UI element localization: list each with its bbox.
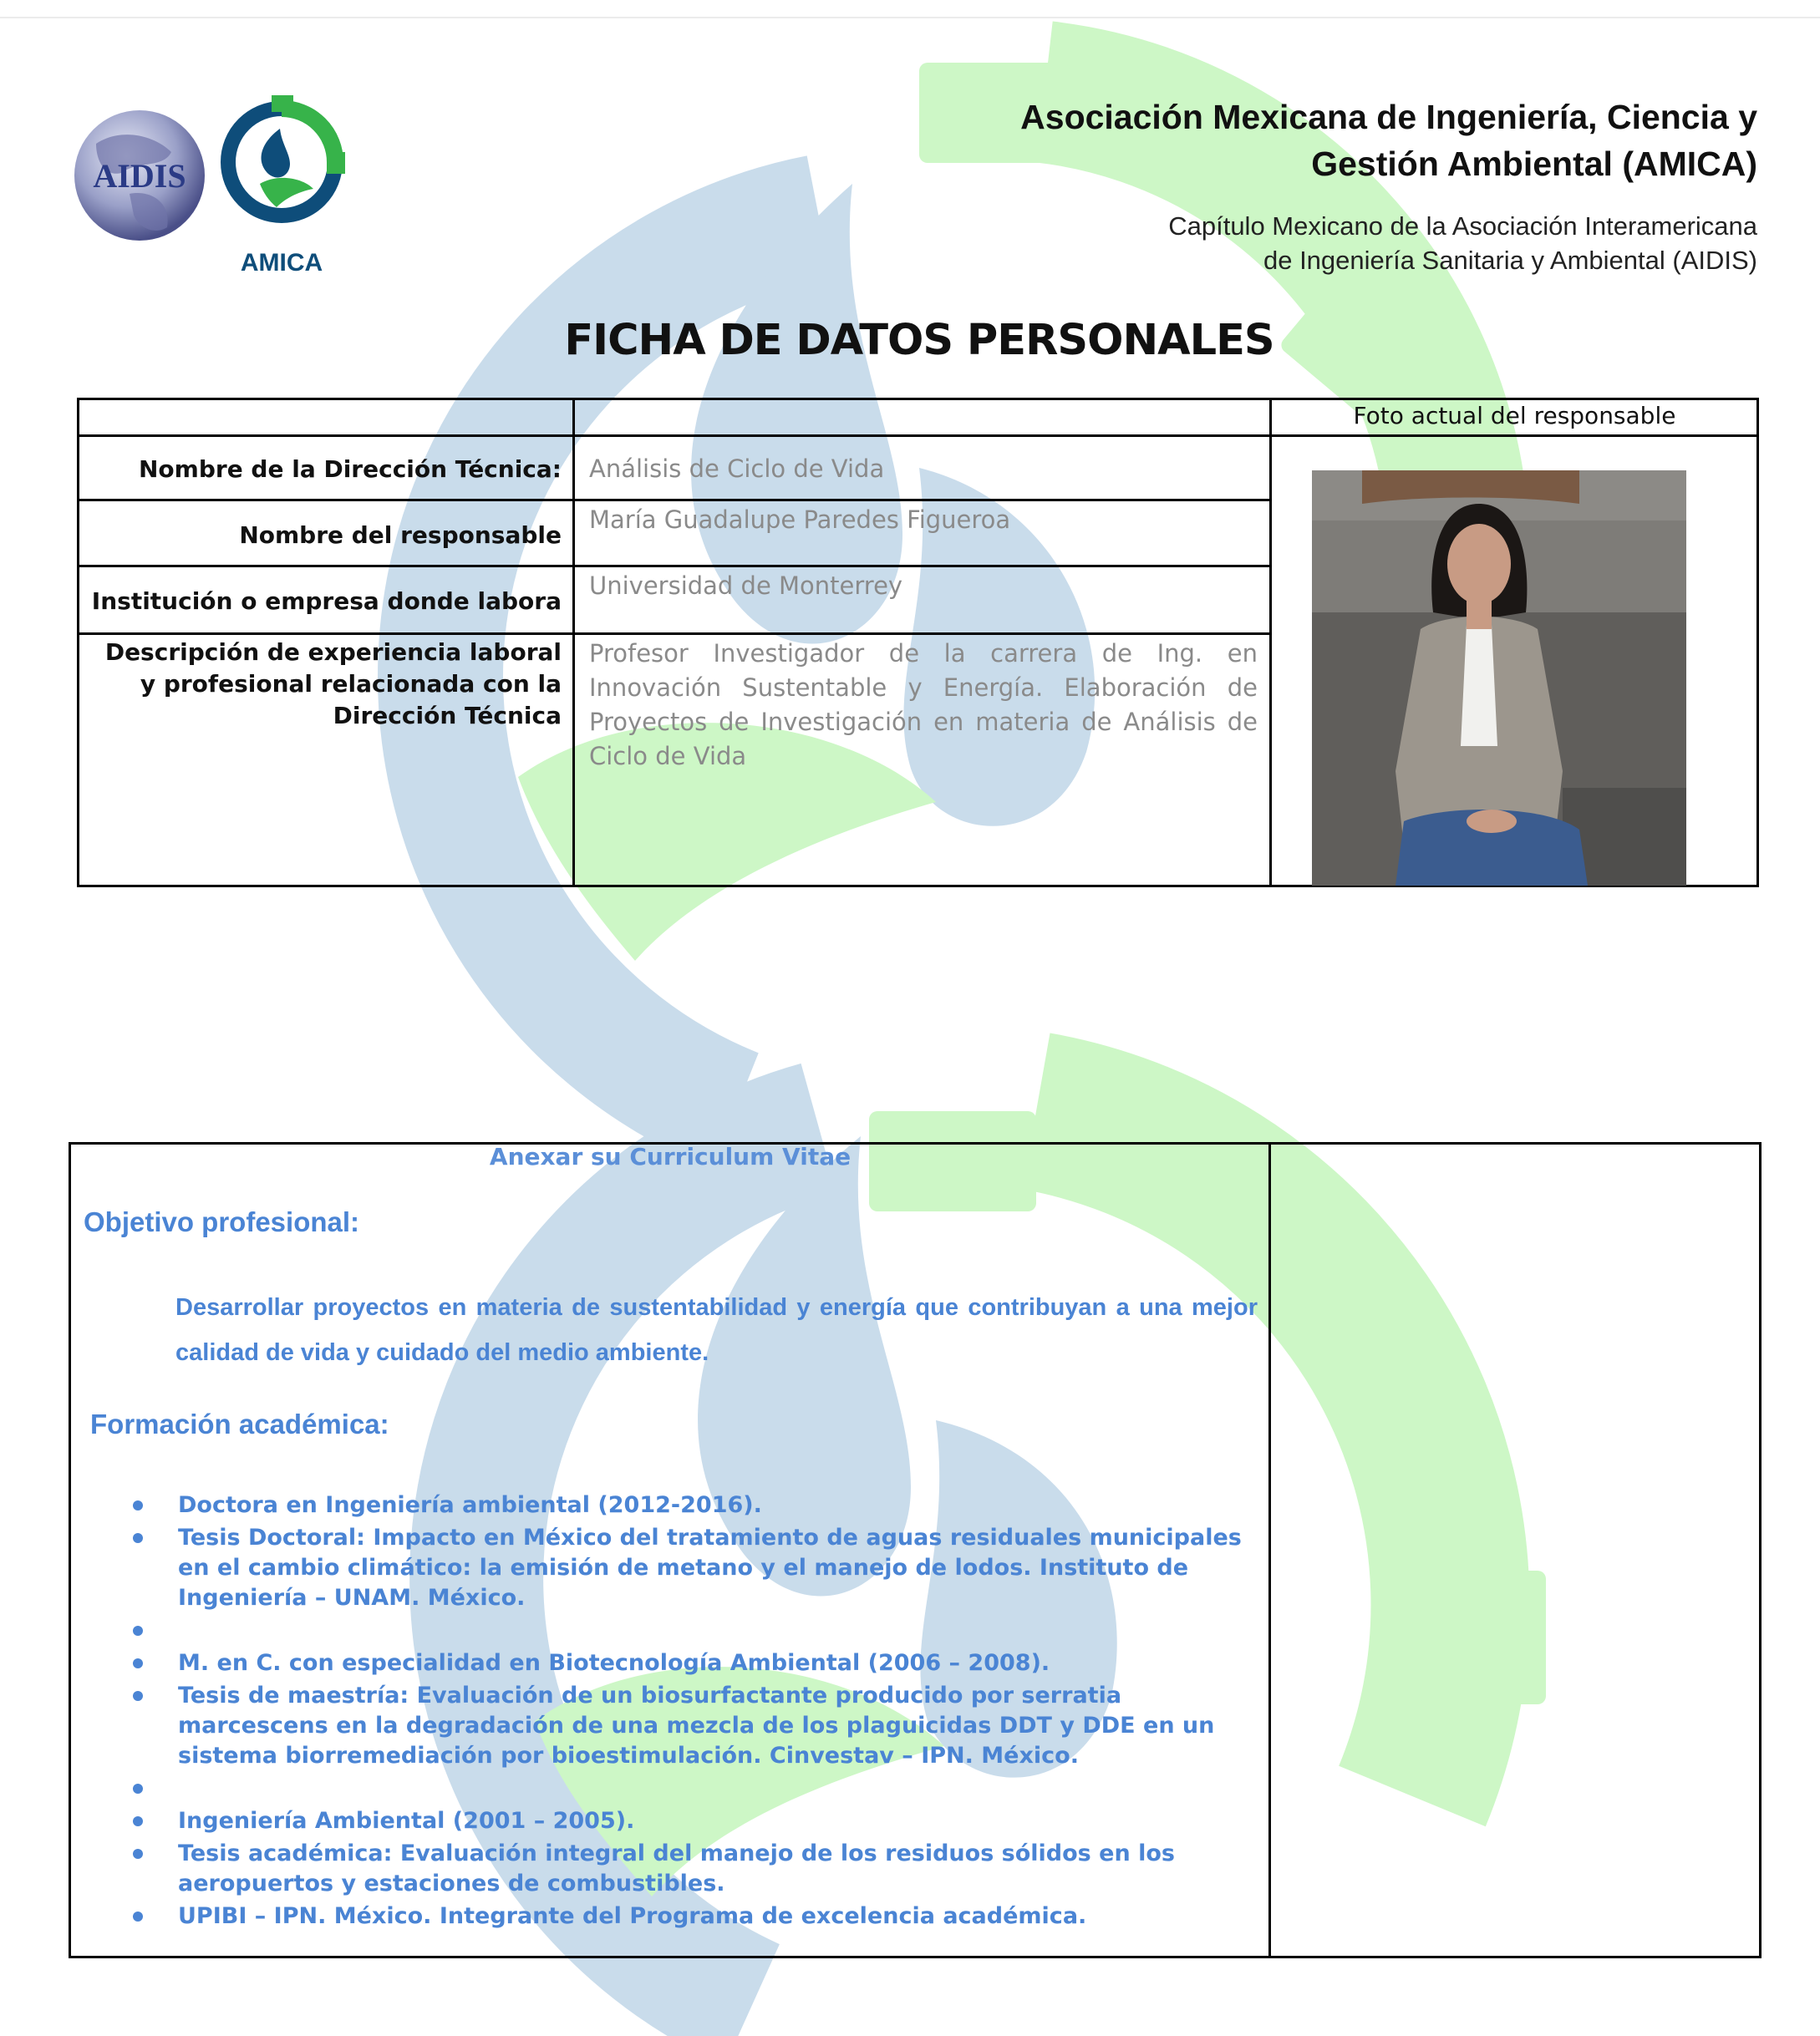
education-item: Tesis de maestría: Evaluación de un biosurfactante producido por serratia marcescens en la degradación de una mezcla de los plaguicidas DDT y DDE en un sistema biorremediación por bioestimulación. Cinvestav – IPN. México. xyxy=(130,1681,1270,1771)
cv-border-right xyxy=(1759,1142,1762,1958)
aidis-globe-icon xyxy=(74,110,205,241)
label-technical-direction: Nombre de la Dirección Técnica: xyxy=(139,455,562,483)
education-item xyxy=(130,1774,1270,1804)
label-institution: Institución o empresa donde labora xyxy=(91,587,562,615)
value-technical-direction: Análisis de Ciclo de Vida xyxy=(589,454,885,483)
education-item: Doctora en Ingeniería ambiental (2012-2016). xyxy=(130,1490,1270,1521)
label-experience: Descripción de experiencia laboral y profesional relacionada con la Dirección Técnica xyxy=(104,638,562,729)
table-column-divider xyxy=(572,398,575,887)
aidis-logo-text: AIDIS xyxy=(93,157,186,195)
amica-logo-text: AMICA xyxy=(240,249,323,277)
table-border-left xyxy=(77,398,79,887)
cv-border-left xyxy=(69,1142,71,1958)
aidis-amica-logo xyxy=(71,94,355,286)
document-title: FICHA DE DATOS PERSONALES xyxy=(564,316,1274,365)
amica-gear-icon xyxy=(228,95,345,277)
photo-header: Foto actual del responsable xyxy=(1353,402,1676,429)
table-border-header xyxy=(77,434,1759,437)
value-institution: Universidad de Monterrey xyxy=(589,571,903,600)
organization-subtitle: Capítulo Mexicano de la Asociación Interamericana de Ingeniería Sanitaria y Ambiental (AIDIS) xyxy=(1168,211,1757,275)
cv-header: Anexar su Curriculum Vitae xyxy=(489,1143,852,1170)
table-border-right xyxy=(1756,398,1759,887)
value-experience: Profesor Investigador de la carrera de Ing. en Innovación Sustentable y Energía. Elaboración de Proyectos de Investigación en materia de Análisis de Ciclo de Vida xyxy=(589,639,1258,770)
table-row-divider xyxy=(77,632,1272,635)
objective-text: Desarrollar proyectos en materia de sustentabilidad y energía que contribuyan a una mejor calidad de vida y cuidado del medio ambiente. xyxy=(175,1294,1258,1366)
responsible-photo xyxy=(1312,470,1686,886)
education-item: M. en C. con especialidad en Biotecnología Ambiental (2006 – 2008). xyxy=(130,1648,1270,1678)
value-responsible-name: María Guadalupe Paredes Figueroa xyxy=(589,505,1011,534)
organization-title: Asociación Mexicana de Ingeniería, Ciencia y Gestión Ambiental (AMICA) xyxy=(1020,98,1757,183)
label-responsible-name: Nombre del responsable xyxy=(239,521,562,549)
education-item: Tesis Doctoral: Impacto en México del tratamiento de aguas residuales municipales en el cambio climático: la emisión de metano y el manejo de lodos. Instituto de Ingeniería – UNAM. México. xyxy=(130,1523,1270,1613)
education-item xyxy=(130,1616,1270,1646)
table-row-divider xyxy=(77,565,1272,567)
education-item: Ingeniería Ambiental (2001 – 2005). xyxy=(130,1806,1270,1836)
table-row-divider xyxy=(77,499,1272,501)
table-column-divider xyxy=(1269,398,1272,887)
objective-heading: Objetivo profesional: xyxy=(84,1206,360,1237)
education-item: UPIBI – IPN. México. Integrante del Programa de excelencia académica. xyxy=(130,1901,1270,1932)
education-heading: Formación académica: xyxy=(90,1409,389,1439)
cv-border-bottom xyxy=(69,1956,1762,1958)
education-list xyxy=(130,1490,1270,1934)
education-item: Tesis académica: Evaluación integral del manejo de los residuos sólidos en los aeropuertos y estaciones de combustibles. xyxy=(130,1839,1270,1899)
